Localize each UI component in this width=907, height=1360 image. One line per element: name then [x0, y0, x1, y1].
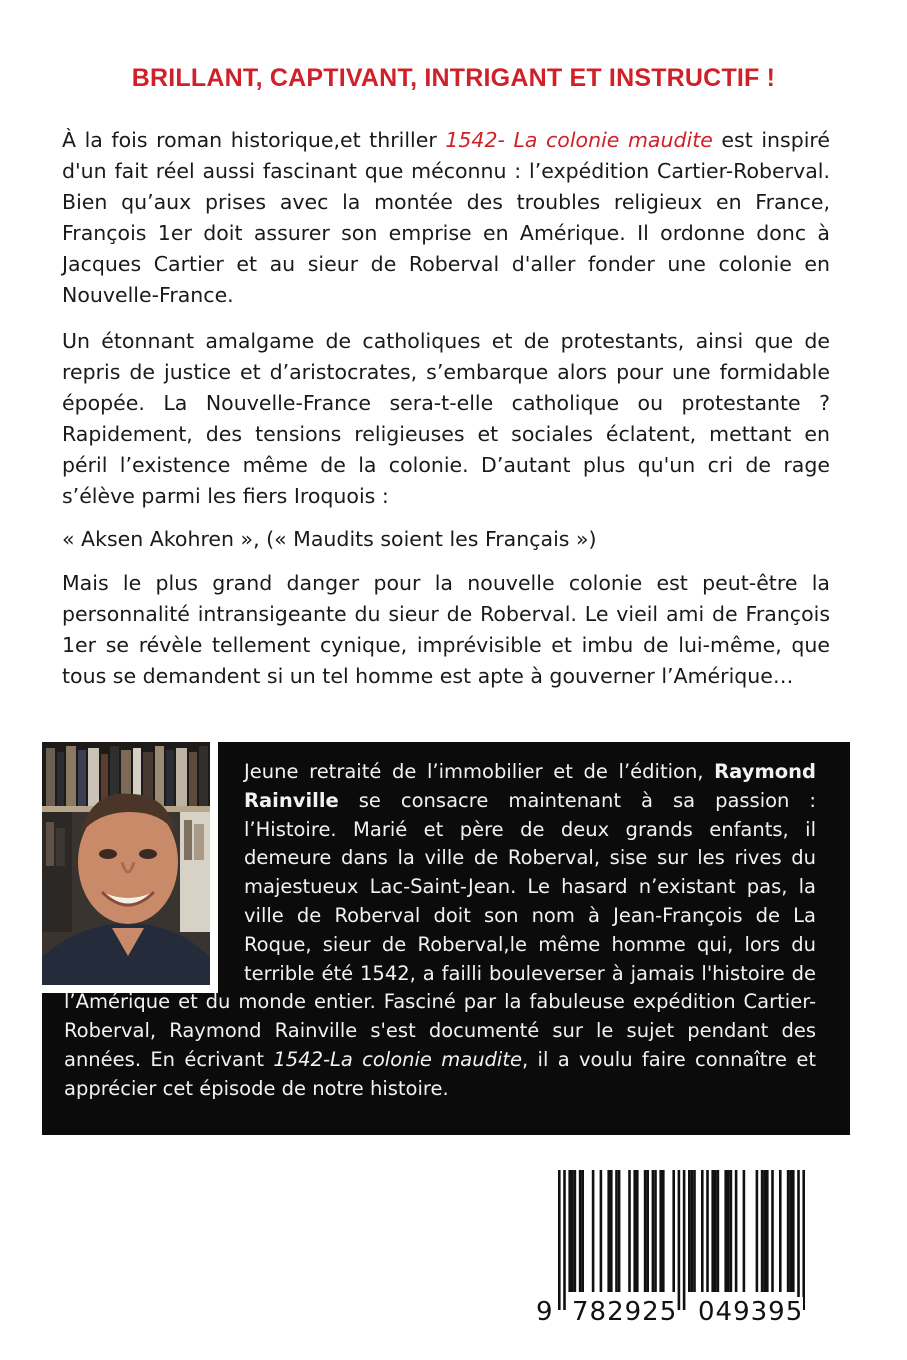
- barcode-bar: [688, 1170, 691, 1292]
- barcode-bar: [659, 1170, 662, 1292]
- barcode-bar: [672, 1170, 675, 1292]
- bio-middle: se consacre maintenant à sa passion : l’Histoire. Marié et père de deux grands enfants, il demeure dans la ville de Roberval, sise sur les rives du majestueux Lac-Saint-Jean. Le hasard n’existant pas, la ville de Roberval doit son nom à Jean-François de La Roque, sieur de Roberval,le même homme qui, lors du terrible été 1542, a failli bouleverser à jamais l'histoire de l’Amérique et du monde entier. Fasciné par la fabuleuse expédition Cartier-Roberval, Raymond Rainville s'est documenté sur le sujet pendant des années. En écrivant: [64, 788, 816, 1071]
- barcode-bar: [644, 1170, 647, 1292]
- barcode-bar: [636, 1170, 639, 1292]
- headline: BRILLANT, CAPTIVANT, INTRIGANT ET INSTRUCTIF !: [131, 64, 776, 92]
- author-portrait-image: [42, 742, 210, 985]
- barcode-bar: [717, 1170, 720, 1292]
- barcode-bar: [802, 1170, 805, 1310]
- barcode-bars: [536, 1170, 822, 1310]
- barcode-bar: [581, 1170, 584, 1292]
- danger-paragraph: [62, 568, 830, 692]
- barcode-bar: [579, 1170, 582, 1292]
- danger-text: Mais le plus grand danger pour la nouvelle colonie est peut-être la personnalité intransigeante du sieur de Roberval. Le vieil ami de François 1er se révèle tellement cynique, imprévisible et imbu de lui-même, que tous se demandent si un tel homme est apte à gouverner l’Amérique…: [62, 571, 830, 688]
- barcode-bar: [735, 1170, 738, 1292]
- barcode-bar: [618, 1170, 621, 1292]
- barcode-bar: [600, 1170, 603, 1292]
- barcode-bar: [693, 1170, 696, 1292]
- barcode-bar: [714, 1170, 717, 1292]
- barcode-bar: [691, 1170, 694, 1292]
- author-name: Raymond Rainville: [244, 760, 816, 812]
- barcode-bar: [789, 1170, 792, 1292]
- barcode-bar: [633, 1170, 636, 1292]
- barcode-bar: [730, 1170, 733, 1292]
- quote-text: « Aksen Akohren », (« Maudits soient les Français »): [62, 527, 597, 551]
- iroquois-quote: [62, 524, 830, 555]
- barcode-bar: [652, 1170, 655, 1292]
- isbn-right-group: 049395: [698, 1297, 804, 1327]
- barcode-bar: [683, 1170, 686, 1310]
- barcode-bar: [761, 1170, 764, 1292]
- barcode-bar: [706, 1170, 709, 1292]
- barcode-bar: [568, 1170, 571, 1292]
- isbn-first-digit: 9: [536, 1297, 554, 1327]
- barcode-bar: [654, 1170, 657, 1292]
- barcode-bar: [558, 1170, 561, 1310]
- barcode-bar: [563, 1170, 566, 1310]
- barcode-bar: [743, 1170, 746, 1292]
- barcode-bar: [701, 1170, 704, 1292]
- barcode-bar: [607, 1170, 610, 1292]
- barcode-bar: [766, 1170, 769, 1292]
- barcode-bar: [787, 1170, 790, 1292]
- barcode-bar: [592, 1170, 595, 1292]
- author-photo: [42, 742, 218, 993]
- barcode-bar: [756, 1170, 759, 1292]
- barcode-bar: [763, 1170, 766, 1292]
- barcode-bar: [792, 1170, 795, 1292]
- barcode-bar: [724, 1170, 727, 1292]
- book-title-highlight: 1542- La colonie maudite: [445, 128, 713, 152]
- barcode-bar: [779, 1170, 782, 1292]
- barcode-bar: [662, 1170, 665, 1292]
- story-paragraph: [62, 326, 830, 512]
- barcode-bar: [571, 1170, 574, 1292]
- barcode-bar: [727, 1170, 730, 1292]
- intro-paragraph: [62, 125, 830, 311]
- barcode-bar: [615, 1170, 618, 1292]
- barcode-bar: [797, 1170, 800, 1310]
- story-text: Un étonnant amalgame de catholiques et de protestants, ainsi que de repris de justice et d’aristocrates, s’embarque alors pour une formidable épopée. La Nouvelle-France sera-t-elle catholique ou protestante ? Rapidement, des tensions religieuses et sociales éclatent, mettant en péril l’existence même de la colonie. D’autant plus qu'un cri de rage s’élève parmi les fiers Iroquois :: [62, 329, 830, 508]
- intro-text-end: est inspiré d'un fait réel aussi fascinant que méconnu : l’expédition Cartier-Roberval. Bien qu’aux prises avec la montée des troubles religieux en France, François 1er doit assurer son emprise en Amérique. Il ordonne donc à Jacques Cartier et au sieur de Roberval d'aller fonder une colonie en Nouvelle-France.: [62, 128, 831, 307]
- bio-book-title: 1542-La colonie maudite: [273, 1047, 522, 1071]
- barcode-bar: [574, 1170, 577, 1292]
- barcode-bar: [771, 1170, 774, 1292]
- isbn-left-group: 782925: [572, 1297, 678, 1327]
- barcode-bar: [678, 1170, 681, 1310]
- barcode-bar: [646, 1170, 649, 1292]
- bio-end: , il a voulu faire connaître et apprécier cet épisode de notre histoire.: [64, 1047, 816, 1100]
- intro-text-start: À la fois roman historique,et thriller: [62, 128, 446, 152]
- barcode-bar: [610, 1170, 613, 1292]
- bio-intro: Jeune retraité de l’immobilier et de l’édition,: [244, 760, 715, 783]
- barcode-bar: [711, 1170, 714, 1292]
- barcode-bar: [628, 1170, 631, 1292]
